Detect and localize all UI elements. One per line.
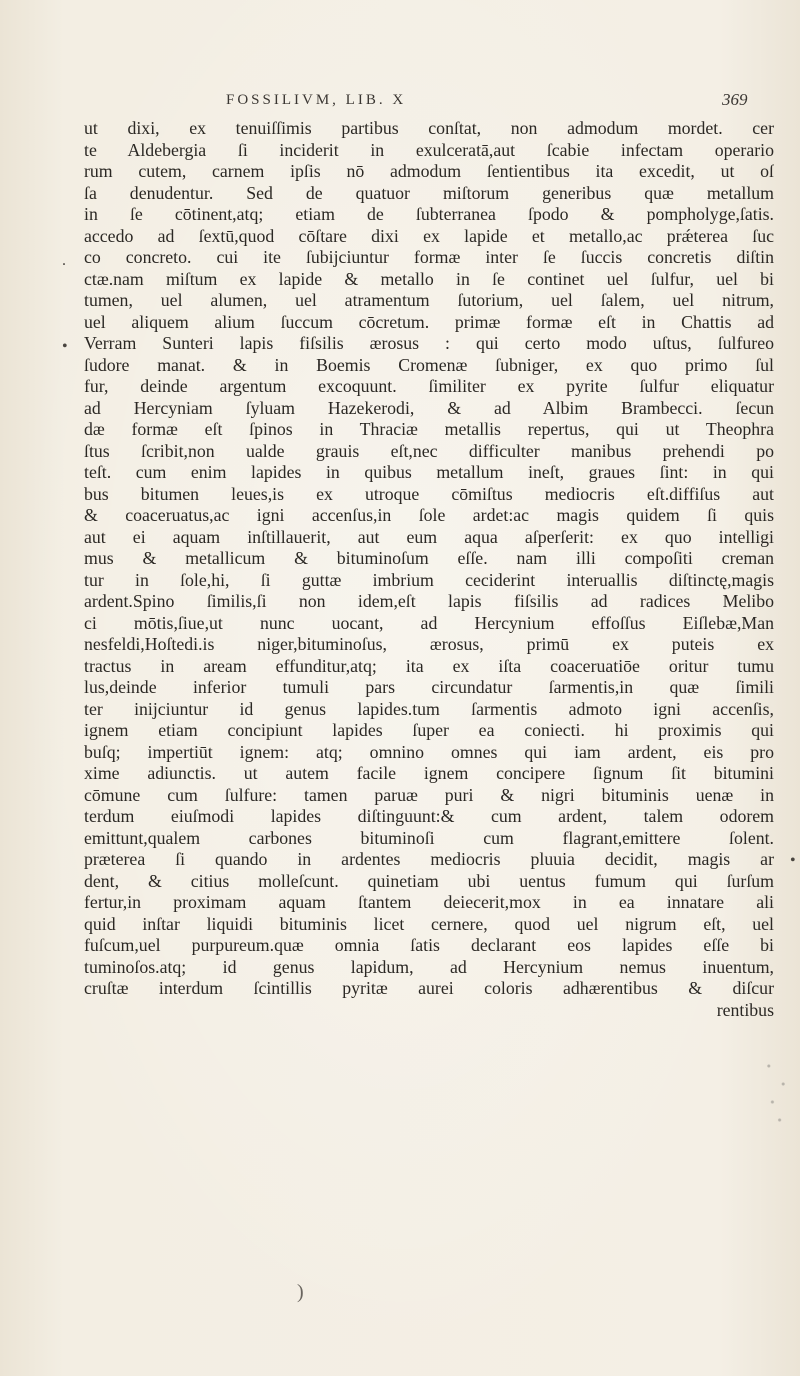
text-line: buſq; impertiūt ignem: atq; omnino omnes qui iam ardent, eis pro	[84, 741, 774, 762]
page-number: 369	[722, 90, 748, 109]
text-line: emittunt,qualem carbones bituminoſi cum flagrant,emittere ſolent.	[84, 827, 774, 848]
text-line: mus & metallicum & bituminoſum eſſe. nam illi compoſiti creman	[84, 548, 774, 568]
text-line: fuſcum,uel purpureum.quæ omnia ſatis declarant eos lapides eſſe bi	[84, 935, 774, 955]
text-line: accedo ad ſextū,quod cōſtare dixi ex lapide et metallo,ac prǽterea ſuc	[84, 225, 774, 246]
text-line: ſtus ſcribit,non ualde grauis eſt,nec difficulter manibus prehendi po	[84, 440, 774, 461]
text-line: ignem etiam concipiunt lapides ſuper ea coniecti. hi proximis qui	[84, 720, 774, 740]
text-line: cruſtæ interdum ſcintillis pyritæ aurei coloris adhærentibus & diſcur	[84, 978, 774, 998]
text-line: fertur,in proximam aquam ſtantem deiecerit,mox in ea innatare ali	[84, 892, 774, 912]
text-line: præterea ſi quando in ardentes mediocris pluuia decidit, magis ar	[84, 849, 774, 869]
text-line: tuminoſos.atq; id genus lapidum, ad Hercynium nemus inuentum,	[84, 956, 774, 977]
text-line: cōmune cum ſulfure: tamen paruæ puri & nigri bituminis uenæ in	[84, 784, 774, 805]
body-text	[84, 118, 774, 1021]
text-line: ſa denudentur. Sed de quatuor miſtorum generibus quæ metallum	[84, 182, 774, 203]
margin-bullet: •	[62, 338, 68, 355]
text-line: tractus in aream effunditur,atq; ita ex iſta coaceruatiōe oritur tumu	[84, 655, 774, 676]
text-line: xime adiunctis. ut autem facile ignem concipere ſignum ſit bitumini	[84, 763, 774, 783]
ink-bleed-through	[758, 1048, 794, 1138]
text-line: nesfeldi,Hoſtedi.is niger,bituminoſus, ærosus, primū ex puteis ex	[84, 634, 774, 654]
text-line: in ſe cōtinent,atq; etiam de ſubterranea ſpodo & pompholyge,ſatis.	[84, 204, 774, 224]
text-line: ardent.Spino ſimilis,ſi non idem,eſt lapis fiſsilis ad radices Melibo	[84, 591, 774, 611]
text-line: ter inijciuntur id genus lapides.tum ſarmentis admoto igni accenſis,	[84, 698, 774, 719]
text-line: ſudore manat. & in Boemis Cromenæ ſubniger, ex quo primo ſul	[84, 354, 774, 375]
text-line: lus,deinde inferior tumuli pars circundatur ſarmentis,in quæ ſimili	[84, 677, 774, 697]
text-line: rum cutem, carnem ipſis nō admodum ſentientibus ita excedit, ut oſ	[84, 161, 774, 181]
text-line: quid inſtar liquidi bituminis licet cernere, quod uel nigrum eſt, uel	[84, 913, 774, 934]
text-line: te Aldebergia ſi inciderit in exulceratā,aut ſcabie infectam operario	[84, 139, 774, 160]
text-line: terdum eiuſmodi lapides diſtinguunt:& cum ardent, talem odorem	[84, 806, 774, 826]
text-line: tumen, uel alumen, uel atramentum ſutorium, uel ſalem, uel nitrum,	[84, 290, 774, 310]
text-line: ad Hercyniam ſyluam Hazekerodi, & ad Albim Brambecci. ſecun	[84, 397, 774, 418]
text-line: fur, deinde argentum excoquunt. ſimiliter ex pyrite ſulfur eliquatur	[84, 376, 774, 396]
catchword: rentibus	[716, 999, 774, 1020]
text-line: dæ formæ eſt ſpinos in Thraciæ metallis repertus, qui ut Theophra	[84, 419, 774, 439]
text-line: bus bitumen leues,is ex utroque cōmiſtus mediocris eſt.diffiſus aut	[84, 483, 774, 504]
text-line: ut dixi, ex tenuiſſimis partibus conſtat, non admodum mordet. cer	[84, 118, 774, 138]
margin-bullet: .	[62, 252, 66, 269]
text-line: Verram Sunteri lapis fiſsilis ærosus : qui certo modo uſtus, ſulfureo	[84, 333, 774, 353]
text-line: aut ei aquam inſtillauerit, aut eum aqua aſperſerit: ex quo intelligi	[84, 526, 774, 547]
text-line: uel aliquem alium ſuccum cōcretum. primæ formæ eſt in Chattis ad	[84, 311, 774, 332]
text-line: & coaceruatus,ac igni accenſus,in ſole ardet:ac magis quidem ſi quis	[84, 505, 774, 525]
text-line: dent, & citius molleſcunt. quinetiam ubi uentus fumum qui ſurſum	[84, 870, 774, 891]
text-line: ctæ.nam miſtum ex lapide & metallo in ſe continet uel ſulfur, uel bi	[84, 268, 774, 289]
text-line: ci mōtis,ſiue,ut nunc uocant, ad Hercynium effoſſus Eiſlebæ,Man	[84, 612, 774, 633]
text-line: co concreto. cui ite ſubijciuntur formæ inter ſe ſuccis concretis diſtin	[84, 247, 774, 267]
text-line: teſt. cum enim lapides in quibus metallum ineſt, graues ſint: in qui	[84, 462, 774, 482]
text-line: tur in ſole,hi, ſi guttæ imbrium ceciderint interuallis diſtinctę,magis	[84, 569, 774, 590]
margin-bullet: •	[790, 852, 796, 869]
running-title: FOSSILIVM, LIB. X	[226, 92, 407, 108]
stray-mark: )	[297, 1281, 304, 1303]
